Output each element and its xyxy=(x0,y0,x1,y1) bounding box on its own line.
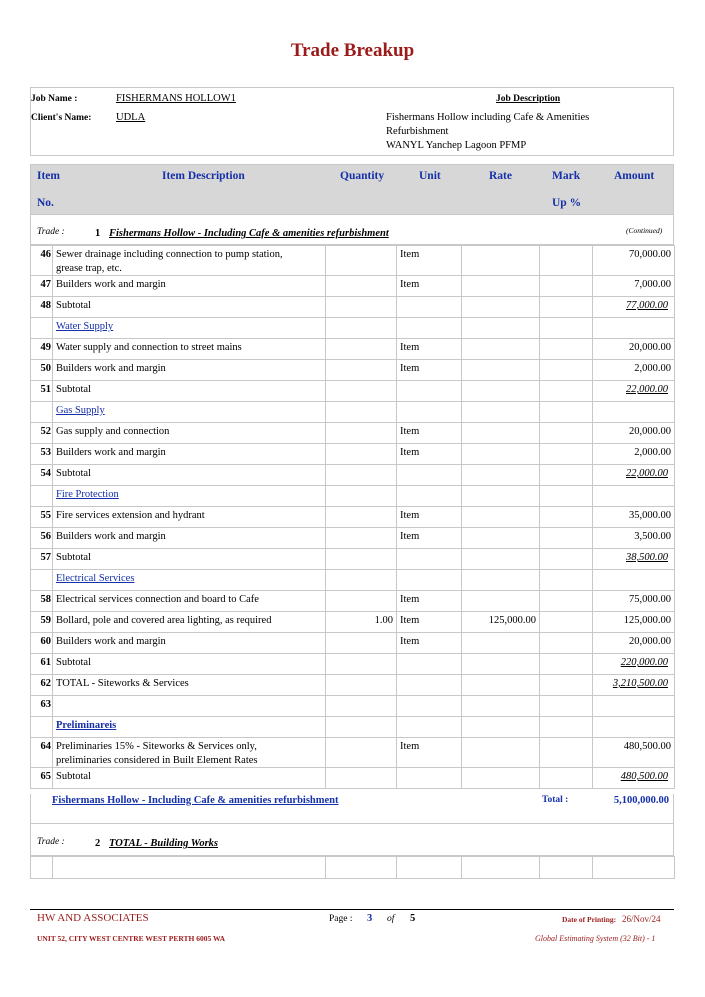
item-number: 65 xyxy=(31,768,53,789)
item-rate xyxy=(462,717,540,738)
item-unit xyxy=(397,486,462,507)
subtotal-row xyxy=(31,768,675,789)
item-rate xyxy=(462,276,540,297)
item-rate xyxy=(462,633,540,654)
table-row xyxy=(31,612,675,633)
blank-table-row xyxy=(30,856,675,879)
item-amount xyxy=(593,675,675,696)
item-quantity xyxy=(326,318,397,339)
item-markup xyxy=(540,339,593,360)
item-markup xyxy=(540,507,593,528)
item-markup xyxy=(540,444,593,465)
item-quantity: 1.00 xyxy=(326,612,397,633)
item-unit xyxy=(397,318,462,339)
item-quantity xyxy=(326,360,397,381)
item-unit xyxy=(397,381,462,402)
item-description-text: Subtotal xyxy=(56,552,92,563)
item-amount xyxy=(593,549,675,570)
item-markup xyxy=(540,549,593,570)
trade-total-row xyxy=(30,794,674,824)
item-rate xyxy=(462,591,540,612)
subtotal-amount: 38,500.00 xyxy=(626,552,668,563)
item-description-text: Preliminareis xyxy=(56,720,117,731)
footer-total-pages: 5 xyxy=(410,913,416,924)
item-markup xyxy=(540,591,593,612)
item-markup xyxy=(540,768,593,789)
item-unit xyxy=(397,696,462,717)
col-description: Item Description xyxy=(162,170,245,182)
trade-name: Fishermans Hollow - Including Cafe & amenities refurbishment xyxy=(109,228,389,239)
table-header xyxy=(30,164,674,215)
item-rate xyxy=(462,360,540,381)
item-quantity xyxy=(326,423,397,444)
table-row xyxy=(31,633,675,654)
subtotal-row xyxy=(31,297,675,318)
item-markup xyxy=(540,246,593,276)
job-name-value: FISHERMANS HOLLOW1 xyxy=(116,93,236,104)
job-description-line-1: Fishermans Hollow including Cafe & Amenities xyxy=(386,112,590,123)
trade-2-name: TOTAL - Building Works xyxy=(109,838,219,849)
item-amount xyxy=(593,768,675,789)
footer-page-number: 3 xyxy=(367,913,373,924)
item-description-text: Sewer drainage including connection to pump station, xyxy=(56,249,283,260)
item-quantity xyxy=(326,633,397,654)
client-name-label: Client's Name: xyxy=(31,113,92,123)
item-amount xyxy=(593,654,675,675)
item-markup xyxy=(540,570,593,591)
item-description xyxy=(53,612,326,633)
item-unit xyxy=(397,675,462,696)
item-markup xyxy=(540,654,593,675)
item-number: 48 xyxy=(31,297,53,318)
table-row xyxy=(31,507,675,528)
item-description xyxy=(53,633,326,654)
item-number: 47 xyxy=(31,276,53,297)
footer-divider xyxy=(30,909,674,910)
item-description xyxy=(53,360,326,381)
item-description xyxy=(53,549,326,570)
item-markup xyxy=(540,318,593,339)
job-name-label: Job Name : xyxy=(31,94,78,104)
item-quantity xyxy=(326,465,397,486)
item-amount xyxy=(593,570,675,591)
item-number: 62 xyxy=(31,675,53,696)
item-quantity xyxy=(326,768,397,789)
item-amount: 2,000.00 xyxy=(593,444,675,465)
item-unit xyxy=(397,465,462,486)
item-unit: Item xyxy=(397,360,462,381)
item-number xyxy=(31,486,53,507)
trade-label: Trade : xyxy=(37,227,65,237)
col-amount: Amount xyxy=(614,170,655,182)
item-amount xyxy=(593,402,675,423)
item-description xyxy=(53,486,326,507)
item-amount: 20,000.00 xyxy=(593,633,675,654)
item-description xyxy=(53,717,326,738)
subtotal-row xyxy=(31,549,675,570)
item-unit: Item xyxy=(397,591,462,612)
subtotal-amount: 22,000.00 xyxy=(626,468,668,479)
item-description-text: Builders work and margin xyxy=(56,636,166,647)
section-row xyxy=(31,486,675,507)
item-markup xyxy=(540,612,593,633)
footer-of-label: of xyxy=(387,914,395,924)
item-quantity xyxy=(326,402,397,423)
item-description-text: Gas Supply xyxy=(56,405,105,416)
item-quantity xyxy=(326,486,397,507)
item-description-text: TOTAL - Siteworks & Services xyxy=(56,678,189,689)
item-amount xyxy=(593,696,675,717)
item-description xyxy=(53,246,326,276)
item-number: 63 xyxy=(31,696,53,717)
subtotal-amount: 220,000.00 xyxy=(620,657,668,668)
item-number: 57 xyxy=(31,549,53,570)
item-number xyxy=(31,717,53,738)
item-rate xyxy=(462,465,540,486)
item-rate xyxy=(462,318,540,339)
item-description xyxy=(53,381,326,402)
item-description-text: Builders work and margin xyxy=(56,363,166,374)
item-unit: Item xyxy=(397,612,462,633)
item-quantity xyxy=(326,528,397,549)
item-markup xyxy=(540,675,593,696)
trade-2-label: Trade : xyxy=(37,837,65,847)
job-description-line-2: Refurbishment xyxy=(386,126,449,137)
continued-note: (Continued) xyxy=(626,226,663,235)
item-amount: 75,000.00 xyxy=(593,591,675,612)
item-unit xyxy=(397,549,462,570)
footer-date-label: Date of Printing: xyxy=(562,915,617,924)
item-description-text: Builders work and margin xyxy=(56,279,166,290)
item-description-text: Water supply and connection to street mains xyxy=(56,342,242,353)
item-rate xyxy=(462,246,540,276)
item-quantity xyxy=(326,444,397,465)
item-rate xyxy=(462,402,540,423)
item-description-continued: grease trap, etc. xyxy=(56,262,122,274)
section-row xyxy=(31,402,675,423)
item-rate xyxy=(462,675,540,696)
table-row xyxy=(31,423,675,444)
item-rate xyxy=(462,696,540,717)
item-description xyxy=(53,339,326,360)
item-unit: Item xyxy=(397,276,462,297)
item-markup xyxy=(540,297,593,318)
item-markup xyxy=(540,360,593,381)
item-quantity xyxy=(326,717,397,738)
item-rate xyxy=(462,738,540,768)
subtotal-amount: 480,500.00 xyxy=(620,771,668,782)
item-description xyxy=(53,444,326,465)
table-row xyxy=(31,738,675,768)
trade-1-row xyxy=(30,215,674,245)
subtotal-row xyxy=(31,654,675,675)
item-description xyxy=(53,654,326,675)
item-description-text: Subtotal xyxy=(56,468,92,479)
col-up: Up % xyxy=(552,197,582,209)
item-markup xyxy=(540,381,593,402)
item-description xyxy=(53,507,326,528)
item-number xyxy=(31,570,53,591)
item-number: 51 xyxy=(31,381,53,402)
item-description-text: Subtotal xyxy=(56,657,92,668)
item-amount: 35,000.00 xyxy=(593,507,675,528)
item-unit: Item xyxy=(397,633,462,654)
item-unit: Item xyxy=(397,528,462,549)
trade-number: 1 xyxy=(95,228,101,239)
item-description-continued: preliminaries considered in Built Element Rates xyxy=(56,754,258,766)
item-unit: Item xyxy=(397,738,462,768)
table-row xyxy=(31,591,675,612)
item-markup xyxy=(540,276,593,297)
item-amount: 125,000.00 xyxy=(593,612,675,633)
item-markup xyxy=(540,465,593,486)
item-number xyxy=(31,318,53,339)
subtotal-amount: 3,210,500.00 xyxy=(612,678,668,689)
item-description xyxy=(53,402,326,423)
item-rate xyxy=(462,570,540,591)
page-title: Trade Breakup xyxy=(290,40,415,61)
item-rate xyxy=(462,768,540,789)
item-description-text: Water Supply xyxy=(56,321,114,332)
trade-total-amount: 5,100,000.00 xyxy=(613,795,669,806)
item-quantity xyxy=(326,549,397,570)
col-mark: Mark xyxy=(552,170,581,182)
table-row xyxy=(31,246,675,276)
item-description-text: Subtotal xyxy=(56,771,92,782)
item-markup xyxy=(540,738,593,768)
item-unit xyxy=(397,402,462,423)
item-quantity xyxy=(326,696,397,717)
item-number: 64 xyxy=(31,738,53,768)
job-description-line-3: WANYL Yanchep Lagoon PFMP xyxy=(386,140,527,151)
item-number: 52 xyxy=(31,423,53,444)
table-row xyxy=(31,528,675,549)
item-description xyxy=(53,696,326,717)
item-amount: 480,500.00 xyxy=(593,738,675,768)
item-description xyxy=(53,465,326,486)
trade-total-label: Fishermans Hollow - Including Cafe & amenities refurbishment xyxy=(52,795,339,806)
item-amount xyxy=(593,381,675,402)
item-number: 56 xyxy=(31,528,53,549)
footer-system: Global Estimating System (32 Bit) - 1 xyxy=(535,934,656,943)
footer-page-label: Page : xyxy=(329,914,353,924)
section-row xyxy=(31,570,675,591)
item-description-text: Builders work and margin xyxy=(56,531,166,542)
trade-2-row xyxy=(30,824,674,856)
item-rate xyxy=(462,654,540,675)
item-number: 55 xyxy=(31,507,53,528)
items-table xyxy=(30,245,675,789)
item-rate xyxy=(462,507,540,528)
table-row xyxy=(31,360,675,381)
item-rate xyxy=(462,549,540,570)
item-description xyxy=(53,423,326,444)
item-markup xyxy=(540,696,593,717)
item-description xyxy=(53,768,326,789)
col-unit: Unit xyxy=(419,170,441,182)
table-row xyxy=(31,444,675,465)
item-number: 50 xyxy=(31,360,53,381)
col-rate: Rate xyxy=(489,170,512,182)
item-number: 49 xyxy=(31,339,53,360)
footer-address: UNIT 52, CITY WEST CENTRE WEST PERTH 6005 WA xyxy=(37,934,226,943)
item-unit: Item xyxy=(397,507,462,528)
trade-2-number: 2 xyxy=(95,838,101,849)
item-markup xyxy=(540,486,593,507)
item-number: 53 xyxy=(31,444,53,465)
item-markup xyxy=(540,402,593,423)
item-description-text: Electrical Services xyxy=(56,573,135,584)
item-amount: 70,000.00 xyxy=(593,246,675,276)
footer-company: HW AND ASSOCIATES xyxy=(37,912,149,924)
item-rate xyxy=(462,528,540,549)
item-rate xyxy=(462,444,540,465)
item-number: 60 xyxy=(31,633,53,654)
item-markup xyxy=(540,528,593,549)
item-quantity xyxy=(326,570,397,591)
item-description xyxy=(53,675,326,696)
item-unit xyxy=(397,654,462,675)
table-row xyxy=(31,696,675,717)
item-description-text: Fire services extension and hydrant xyxy=(56,510,205,521)
item-rate xyxy=(462,339,540,360)
item-amount xyxy=(593,486,675,507)
item-description xyxy=(53,528,326,549)
subtotal-row xyxy=(31,465,675,486)
client-name-value: UDLA xyxy=(116,112,146,123)
item-description xyxy=(53,591,326,612)
item-amount xyxy=(593,318,675,339)
trade-total-caption: Total : xyxy=(542,795,569,805)
item-number: 61 xyxy=(31,654,53,675)
item-description-text: Electrical services connection and board to Cafe xyxy=(56,594,259,605)
item-description-text: Preliminaries 15% - Siteworks & Services only, xyxy=(56,741,257,752)
col-item: Item xyxy=(37,170,60,182)
section-row xyxy=(31,318,675,339)
subtotal-row xyxy=(31,675,675,696)
item-unit: Item xyxy=(397,444,462,465)
job-info-box xyxy=(30,87,674,156)
item-unit: Item xyxy=(397,246,462,276)
item-quantity xyxy=(326,381,397,402)
item-markup xyxy=(540,717,593,738)
item-quantity xyxy=(326,246,397,276)
item-markup xyxy=(540,633,593,654)
item-number: 58 xyxy=(31,591,53,612)
item-quantity xyxy=(326,297,397,318)
item-quantity xyxy=(326,507,397,528)
item-amount xyxy=(593,717,675,738)
item-quantity xyxy=(326,591,397,612)
footer-date: 26/Nov/24 xyxy=(622,914,661,924)
item-quantity xyxy=(326,738,397,768)
subtotal-amount: 22,000.00 xyxy=(626,384,668,395)
item-amount: 2,000.00 xyxy=(593,360,675,381)
item-markup xyxy=(540,423,593,444)
item-amount: 20,000.00 xyxy=(593,339,675,360)
subtotal-amount: 77,000.00 xyxy=(626,300,668,311)
item-number: 59 xyxy=(31,612,53,633)
item-description-text: Subtotal xyxy=(56,384,92,395)
item-number: 54 xyxy=(31,465,53,486)
item-description xyxy=(53,570,326,591)
item-number: 46 xyxy=(31,246,53,276)
item-quantity xyxy=(326,675,397,696)
item-description-text: Bollard, pole and covered area lighting, as required xyxy=(56,615,272,626)
item-unit xyxy=(397,768,462,789)
item-amount: 20,000.00 xyxy=(593,423,675,444)
table-row xyxy=(31,276,675,297)
item-description xyxy=(53,276,326,297)
item-quantity xyxy=(326,654,397,675)
item-description xyxy=(53,738,326,768)
item-description-text: Fire Protection xyxy=(56,489,119,500)
col-quantity: Quantity xyxy=(340,170,385,182)
item-description-text: Subtotal xyxy=(56,300,92,311)
item-number xyxy=(31,402,53,423)
item-rate xyxy=(462,423,540,444)
item-amount: 7,000.00 xyxy=(593,276,675,297)
item-unit: Item xyxy=(397,339,462,360)
item-unit: Item xyxy=(397,423,462,444)
item-description xyxy=(53,318,326,339)
item-unit xyxy=(397,570,462,591)
subtotal-row xyxy=(31,381,675,402)
item-amount xyxy=(593,465,675,486)
item-rate: 125,000.00 xyxy=(462,612,540,633)
item-description-text: Gas supply and connection xyxy=(56,426,170,437)
item-description-text: Builders work and margin xyxy=(56,447,166,458)
item-rate xyxy=(462,381,540,402)
item-unit xyxy=(397,297,462,318)
table-row xyxy=(31,339,675,360)
items-table-body xyxy=(31,246,675,789)
item-description xyxy=(53,297,326,318)
item-unit xyxy=(397,717,462,738)
item-quantity xyxy=(326,339,397,360)
col-no: No. xyxy=(37,197,54,209)
item-rate xyxy=(462,297,540,318)
section-row xyxy=(31,717,675,738)
item-quantity xyxy=(326,276,397,297)
item-amount: 3,500.00 xyxy=(593,528,675,549)
job-description-heading: Job Description xyxy=(496,94,561,104)
item-amount xyxy=(593,297,675,318)
item-rate xyxy=(462,486,540,507)
